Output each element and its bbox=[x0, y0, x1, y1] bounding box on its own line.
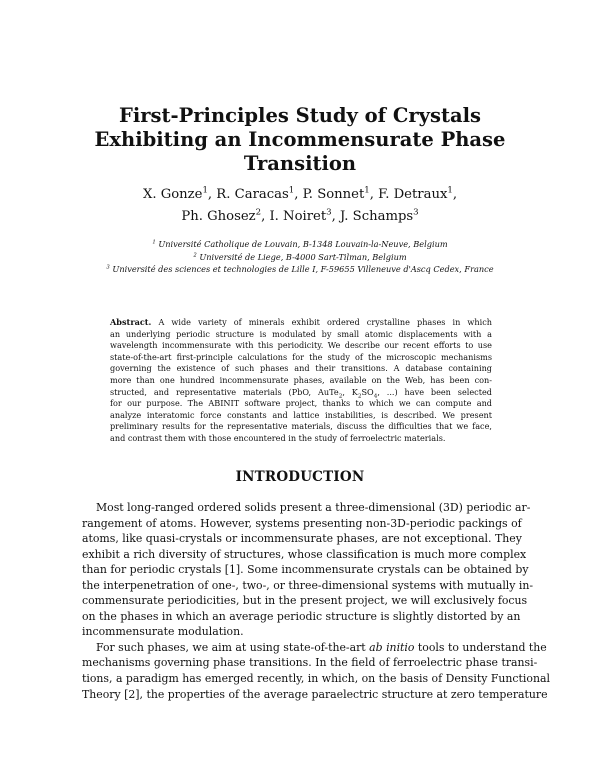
title-line: First-Principles Study of Crystals bbox=[119, 104, 481, 127]
author-affil-mark: 2 bbox=[255, 207, 262, 218]
body-line: than for periodic crystals [1]. Some incommensurate crystals can be obtained by bbox=[82, 563, 529, 577]
body-line: Theory [2], the properties of the average paraelectric structure at zero temperature bbox=[82, 687, 548, 701]
abstract-line: analyze interatomic force constants and lattice instabilities, is described. We present bbox=[110, 409, 492, 420]
author-name: I. Noiret bbox=[269, 209, 327, 224]
author-list bbox=[60, 184, 540, 228]
paper-title bbox=[60, 104, 540, 176]
abstract-line: an underlying periodic structure is modulated by small atomic displacements with a bbox=[110, 328, 492, 339]
affiliation-list bbox=[40, 238, 560, 276]
author-line-2: Ph. Ghosez$^2$, I. Noiret$^3$, J. Schamps$^3$ bbox=[181, 207, 419, 224]
affiliation: $^3$ Université des sciences et technologies de Lille I, F-59655 Villeneuve d'Ascq Cedex, France bbox=[106, 264, 494, 274]
body-line: Most long-ranged ordered solids present a three-dimensional (3D) periodic ar- bbox=[96, 501, 531, 514]
abstract-line: for our purpose. The ABINIT software project, thanks to which we can compute and bbox=[110, 398, 492, 409]
author-line-1: X. Gonze$^1$, R. Caracas$^1$, P. Sonnet$^1$, F. Detraux$^1$, bbox=[142, 185, 458, 202]
body-line: commensurate periodicities, but in the present project, we will exclusively focus bbox=[82, 594, 528, 608]
author-affil-mark: 3 bbox=[413, 207, 419, 218]
title-line: Transition bbox=[243, 152, 357, 175]
author-name: F. Detraux bbox=[378, 187, 448, 202]
body-line: atoms, like quasi-crystals or incommensurate phases, are not exceptional. They bbox=[82, 532, 522, 546]
abstract-line: Abstract. A wide variety of minerals exhibit ordered crystalline phases in which bbox=[110, 317, 492, 327]
abstract-label: Abstract. bbox=[110, 317, 152, 327]
author-name: P. Sonnet bbox=[302, 187, 365, 202]
abstract-line: state-of-the-art first-principle calculations for the study of the microscopic mechanisms bbox=[110, 351, 492, 362]
body-line: on the phases in which an average periodic structure is slightly distorted by an bbox=[82, 609, 521, 623]
author-name: J. Schamps bbox=[340, 209, 414, 224]
body-line: rangement of atoms. However, systems presenting non-3D-periodic packings of bbox=[82, 516, 522, 530]
author-affil-mark: 3 bbox=[326, 207, 332, 218]
body-text bbox=[82, 500, 550, 702]
abstract-line: wavelength incommensurate with this periodicity. We describe our recent efforts to use bbox=[110, 340, 492, 351]
section-heading: INTRODUCTION bbox=[235, 469, 365, 485]
body-line: For such phases, we aim at using state-of-the-art ab initio tools to understand the bbox=[96, 640, 547, 654]
body-line: exhibit a rich diversity of structures, whose classification is much more complex bbox=[82, 547, 527, 561]
abstract-line: governing the existence of such phases and their transitions. A database containing bbox=[110, 363, 492, 374]
body-line: the interpenetration of one-, two-, or three-dimensional systems with mutually in- bbox=[82, 578, 534, 592]
author-affil-mark: 1 bbox=[288, 185, 295, 196]
emphasis: ab initio bbox=[369, 640, 415, 654]
author-affil-mark: 1 bbox=[447, 185, 453, 196]
affiliation: $^1$ Université Catholique de Louvain, B-1348 Louvain-la-Neuve, Belgium bbox=[152, 239, 448, 249]
body-line: tions, a paradigm has emerged recently, in which, on the basis of Density Functional bbox=[82, 672, 550, 686]
author-name: R. Caracas bbox=[216, 187, 289, 202]
title-line: Exhibiting an Incommensurate Phase bbox=[94, 128, 506, 151]
abstract-line: and contrast them with those encountered in the study of ferroelectric materials. bbox=[110, 432, 446, 443]
author-name: Ph. Ghosez bbox=[181, 209, 256, 224]
abstract-line: preliminary results for the representative materials, discuss the difficulties that we face, bbox=[110, 421, 492, 432]
abstract-line: more than one hundred incommensurate phases, available on the Web, has been con- bbox=[110, 374, 492, 385]
author-affil-mark: 1 bbox=[364, 185, 370, 196]
abstract bbox=[110, 317, 492, 445]
body-line: mechanisms governing phase transitions. In the field of ferroelectric phase transi- bbox=[82, 656, 538, 670]
author-name: X. Gonze bbox=[142, 187, 203, 202]
body-line: incommensurate modulation. bbox=[82, 625, 244, 639]
author-affil-mark: 1 bbox=[202, 185, 208, 196]
affiliation: $^2$ Université de Liege, B-4000 Sart-Tilman, Belgium bbox=[193, 251, 407, 262]
abstract-line: structed, and representative materials (PbO, AuTe$_2$, $K_2SO_4$, ...) have been selected bbox=[110, 386, 492, 400]
